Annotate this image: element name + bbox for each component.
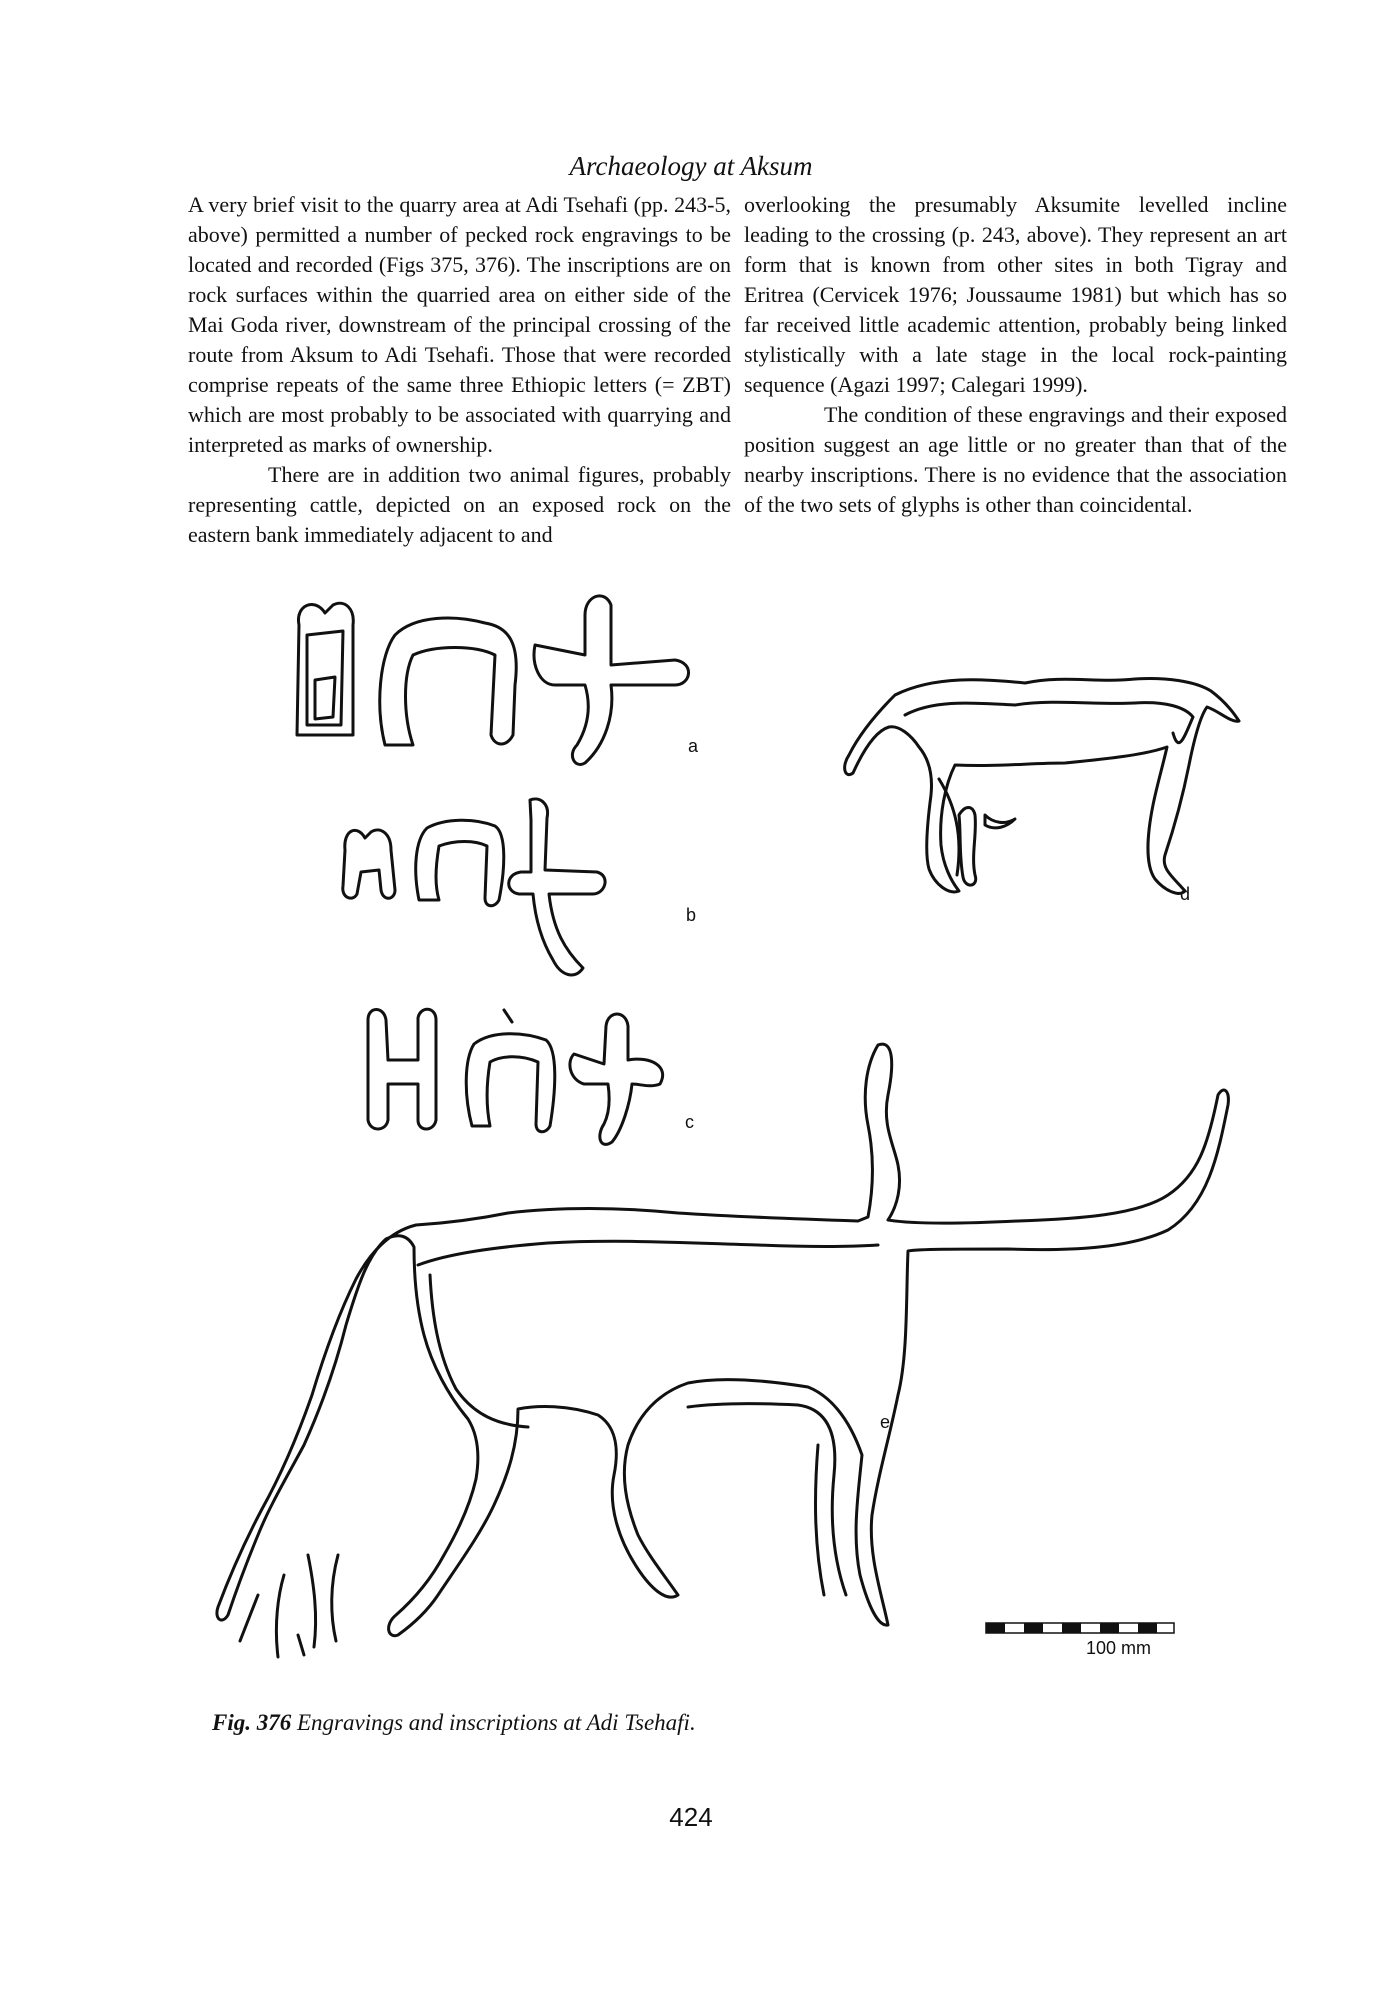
left-paragraph-2: There are in addition two animal figures, probably representing cattle, depicted on an exposed rock on the eastern bank immediately adjacent to and <box>188 462 731 547</box>
page-number: 424 <box>669 1802 713 1832</box>
running-head: Archaeology at Aksum <box>569 151 813 181</box>
inscription-b-drawing <box>335 790 665 980</box>
right-text-column <box>744 190 1287 520</box>
scale-bar <box>985 1622 1175 1634</box>
animal-engraving-e <box>218 1035 1258 1665</box>
figure-caption-text: Engravings and inscriptions at Adi Tsehafi. <box>296 1710 696 1735</box>
right-paragraph-2: The condition of these engravings and their exposed position suggest an age little or no greater than that of the nearby inscriptions. There is no evidence that the association of the two sets of glyphs is other than coincidental. <box>744 402 1287 517</box>
figure-label-c: c <box>685 1112 694 1132</box>
figure-caption <box>212 1710 696 1736</box>
figure-caption-number: Fig. 376 <box>212 1710 292 1735</box>
animal-engraving-d <box>835 655 1245 905</box>
figure-label-e: e <box>880 1412 891 1432</box>
scale-bar-label: 100 mm <box>1086 1638 1152 1658</box>
figure-label-b: b <box>686 905 697 925</box>
figure-label-d: d <box>1180 884 1191 904</box>
left-paragraph-1: A very brief visit to the quarry area at Adi Tsehafi (pp. 243-5, above) permitted a number of pecked rock engravings to be located and recorded (Figs 375, 376). The inscriptions are on rock surfaces within the quarried area on either side of the Mai Goda river, downstream of the principal crossing of the route from Aksum to Adi Tsehafi. Those that were recorded comprise repeats of the same three Ethiopic letters (= ZBT) which are most probably to be associated with quarrying and interpreted as marks of ownership. <box>188 192 731 457</box>
left-text-column <box>188 190 731 550</box>
inscription-a-drawing <box>285 585 705 775</box>
right-paragraph-1: overlooking the presumably Aksumite levelled incline leading to the crossing (p. 243, above). They represent an art form that is known from other sites in both Tigray and Eritrea (Cervicek 1976; Joussaume 1981) but which has so far received little academic attention, probably being linked stylistically with a late stage in the local rock-painting sequence (Agazi 1997; Calegari 1999). <box>744 192 1287 397</box>
figure-label-a: a <box>688 736 699 756</box>
